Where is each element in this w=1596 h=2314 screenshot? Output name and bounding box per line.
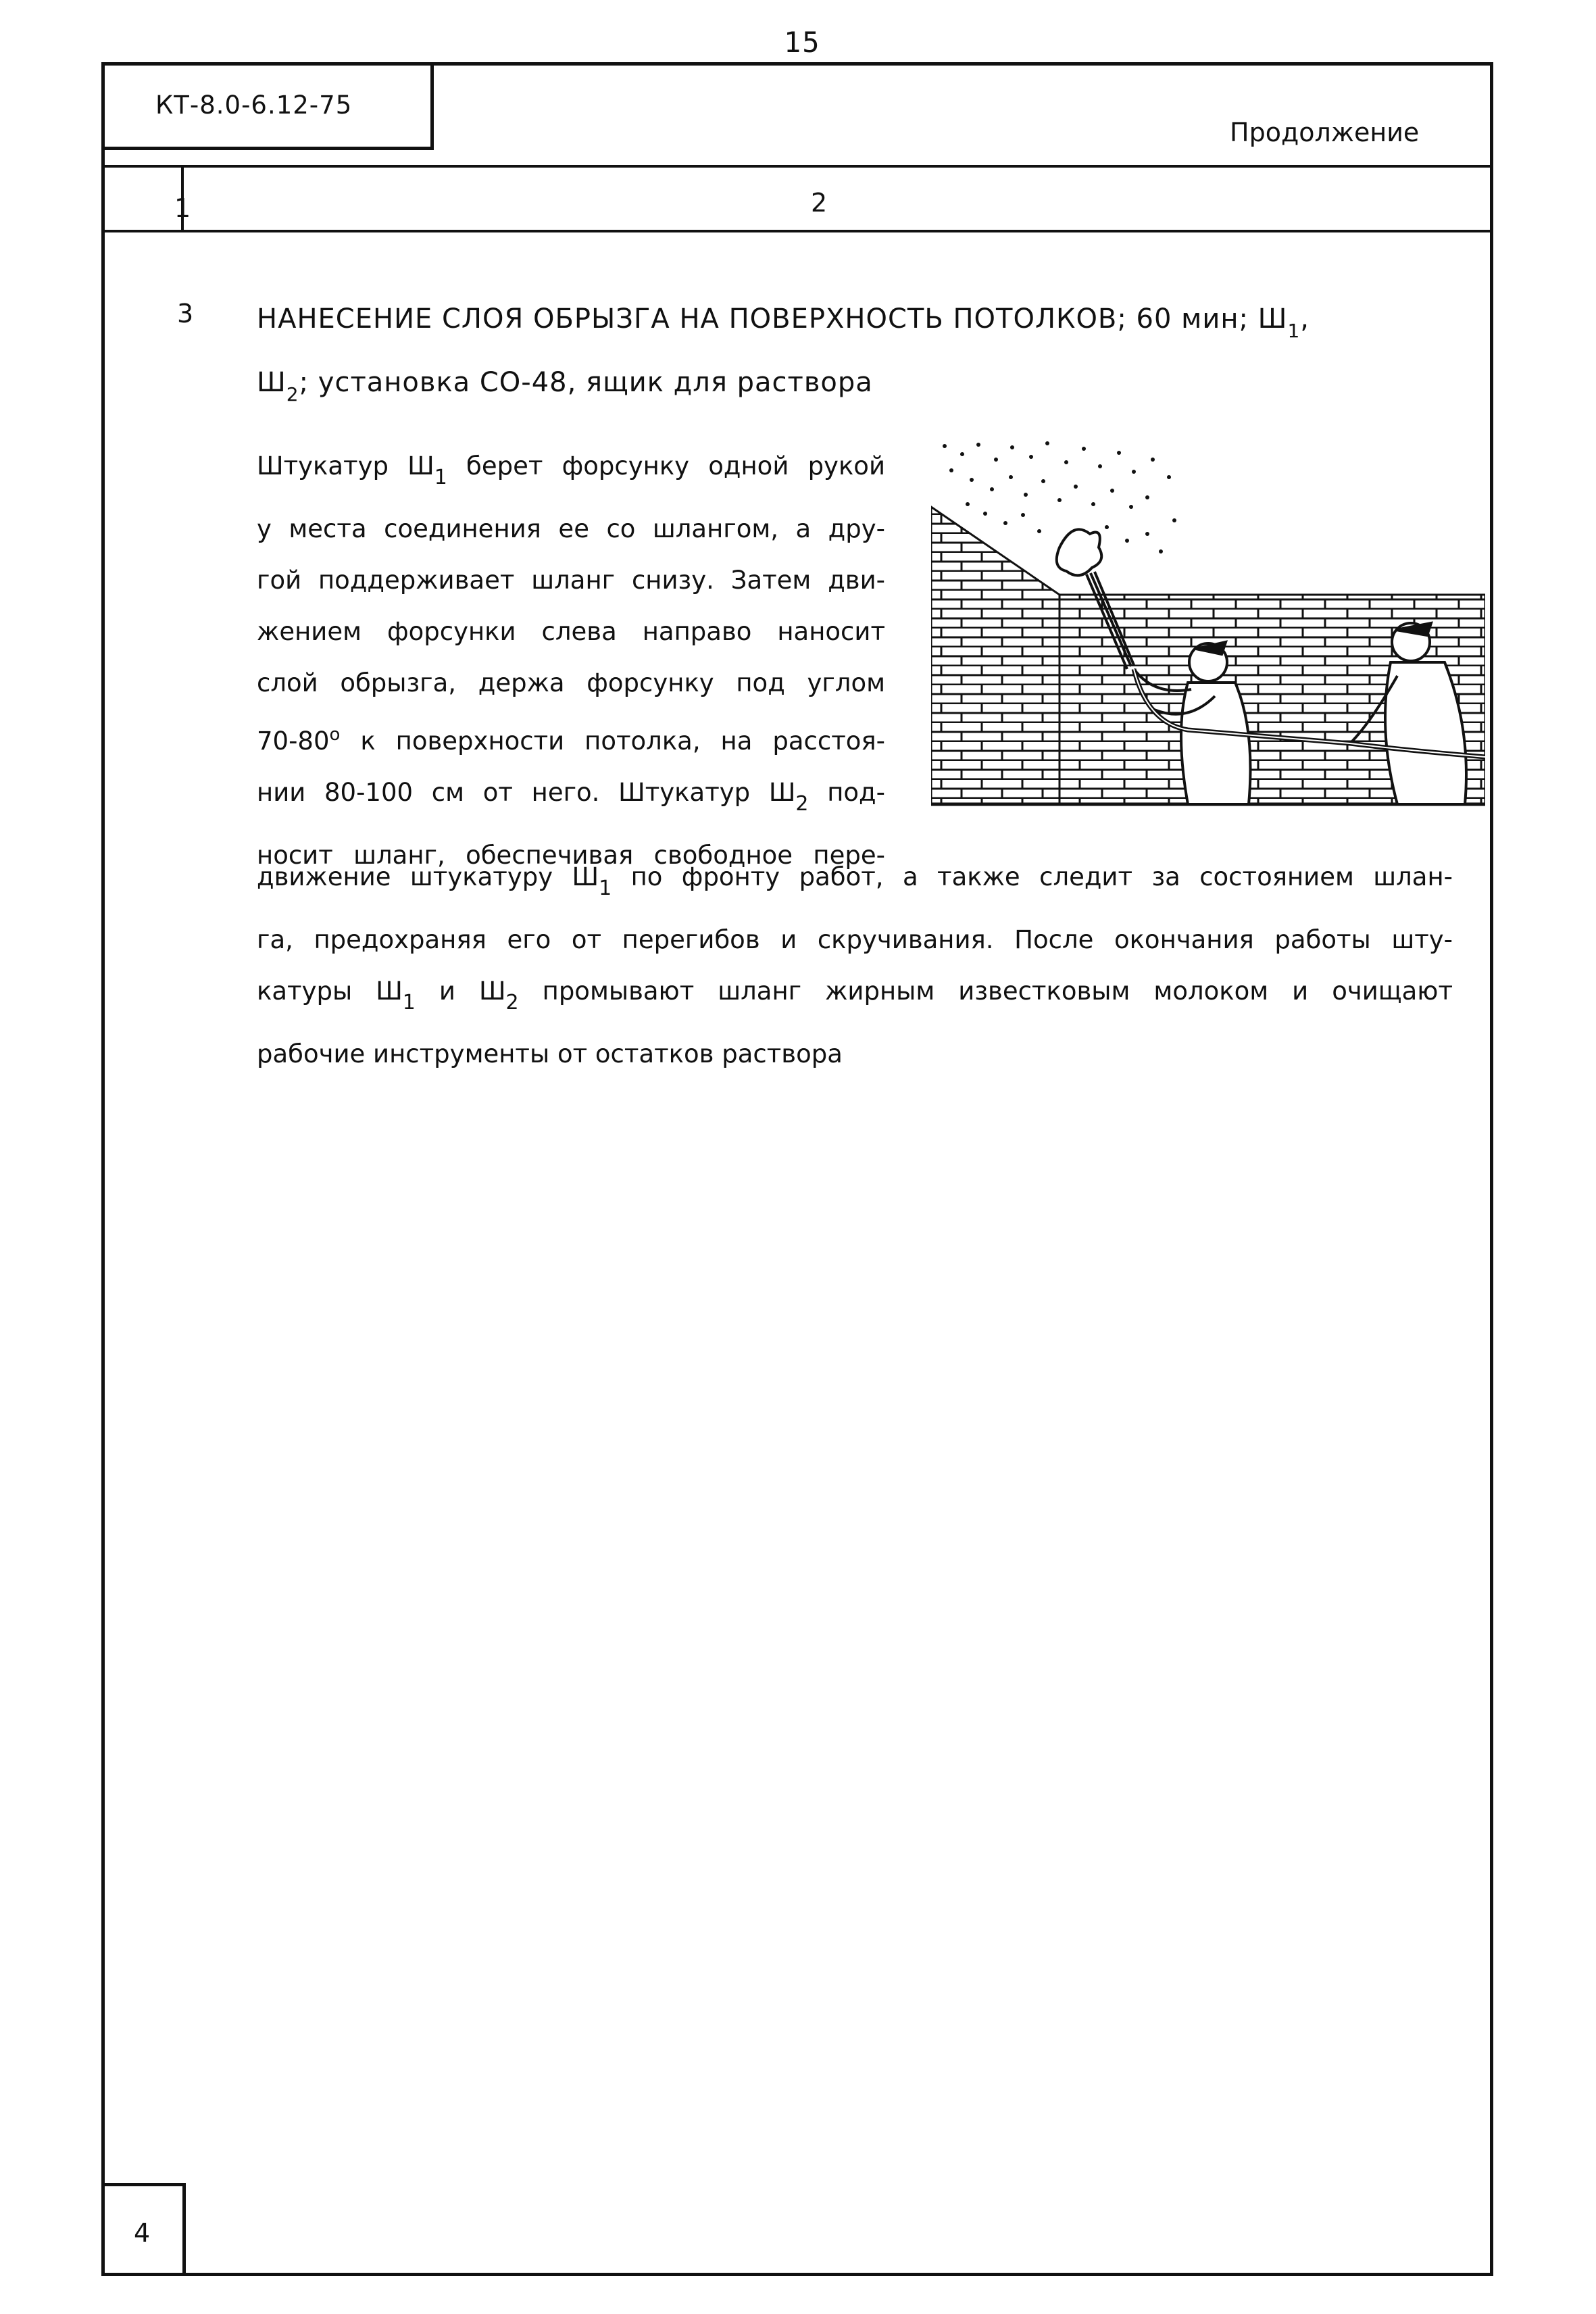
spray-cloud: [1057, 529, 1101, 575]
operation-number: 3: [177, 299, 194, 328]
header-rule: [101, 165, 1493, 168]
description-full: движение штукатуру $Ш_1$ по фронту работ, а также следит за состоянием шлан- га, предохраняя его от перегибов и скручивания. После окончания работы шту- катуры $Ш_1$ и $Ш_2$ промывают шланг жирным известковым молоком и очищают рабочие инструменты от остатков раствора: [257, 862, 1453, 1068]
column-header-1: 1: [174, 193, 191, 223]
spray-dots: [943, 441, 1176, 553]
left-brick-wall: [931, 507, 1059, 804]
doc-code: КТ-8.0-6.12-75: [155, 91, 353, 120]
page-number: 15: [784, 26, 821, 59]
operation-title: НАНЕСЕНИЕ СЛОЯ ОБРЫЗГА НА ПОВЕРХНОСТЬ ПОТОЛКОВ; 60 мин; $Ш_1$, $Ш_2$; установка СО-48, ящик для раствора: [257, 303, 1310, 405]
description-left: Штукатур $Ш_1$ берет форсунку одной рукой у места соединения ее со шлангом, а дру- гой поддерживает шланг снизу. Затем дви- жением форсунки слева направо наносит слой обрызга, держа форсунку под углом $70-80^о$ к поверхности потолка, на расстоя- нии 80-100 см от него. Штукатур $Ш_2$ под- носит шланг, обеспечивая свободное пере-: [257, 451, 885, 870]
continuation-label: Продолжение: [1230, 118, 1420, 147]
column-header-2: 2: [811, 188, 828, 218]
section-number: 4: [134, 2218, 151, 2248]
plasterers-spraying-ceiling-illustration: [931, 439, 1485, 818]
column-header-rule: [101, 230, 1493, 232]
